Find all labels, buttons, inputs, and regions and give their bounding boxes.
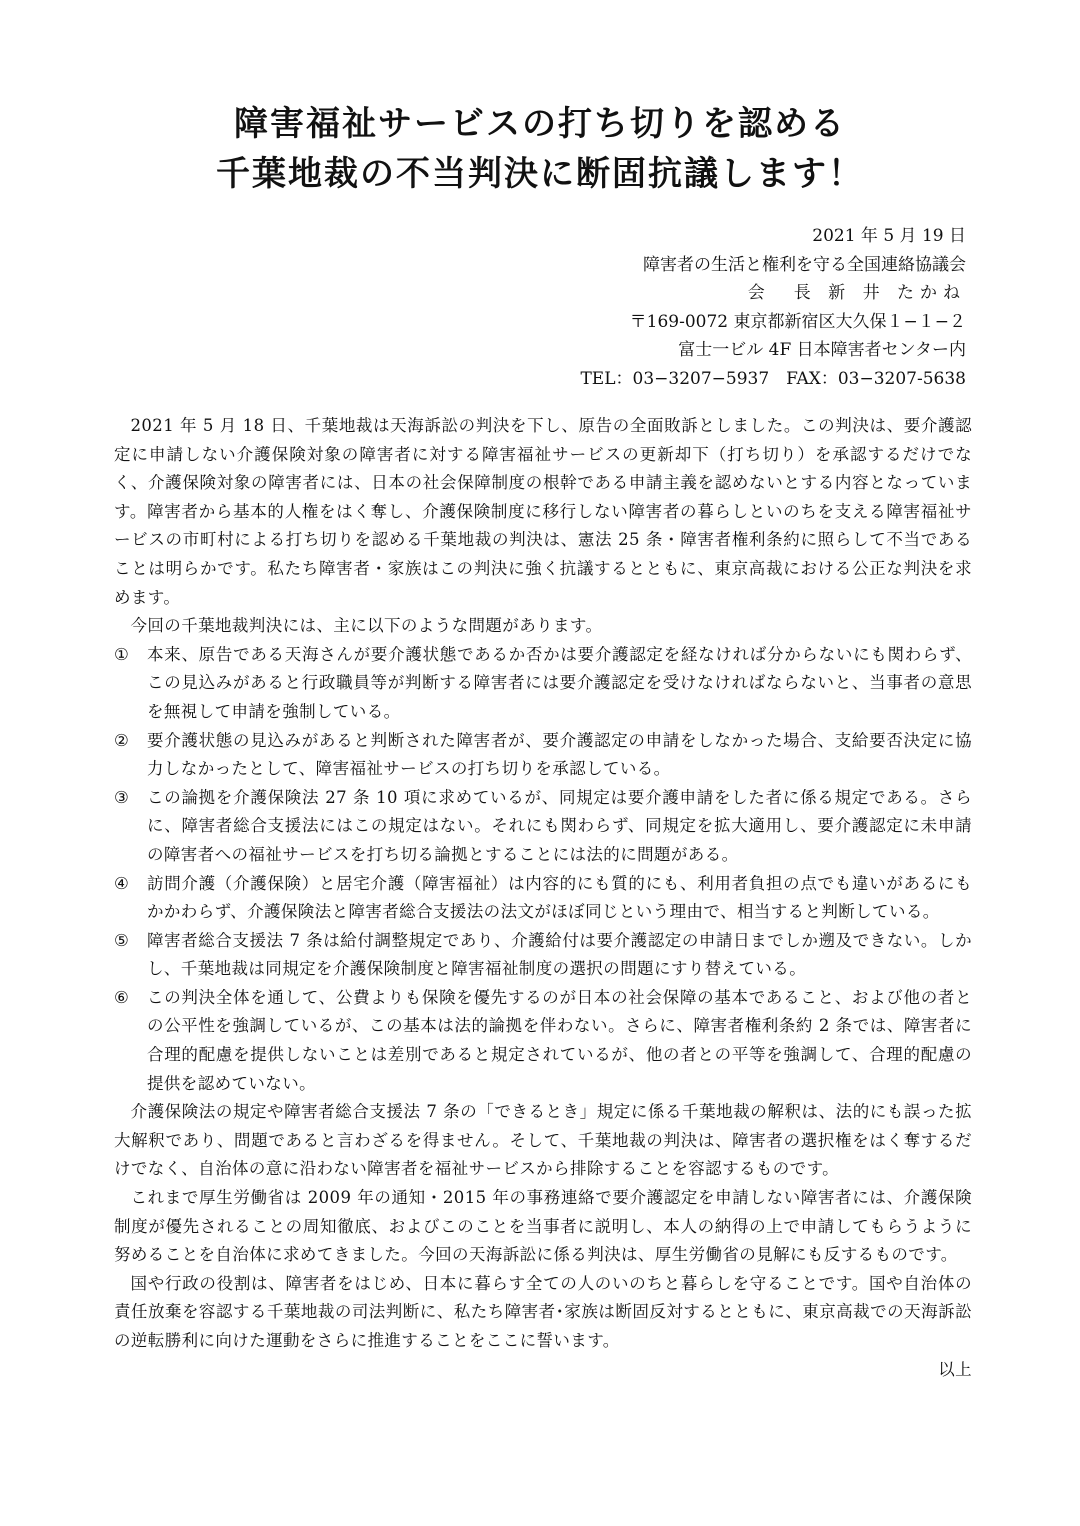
problem-list — [114, 641, 972, 1099]
address-line-1: 〒169-0072 東京都新宿区大久保１−１−２ — [629, 311, 966, 332]
title-line-2: 千葉地裁の不当判決に断固抗議します！ — [216, 154, 864, 194]
organization-name: 障害者の生活と権利を守る全国連絡協議会 — [643, 254, 966, 275]
address-line-2: 富士一ビル 4F 日本障害者センター内 — [678, 340, 966, 360]
problem-item — [114, 784, 972, 870]
problem-item — [114, 641, 972, 727]
problem-item — [114, 984, 972, 1098]
problem-item — [114, 727, 972, 784]
paragraph-pledge: 国や行政の役割は、障害者をはじめ、日本に暮らす全ての人のいのちと暮らしを守ることです。国や自治体の責任放棄を容認する千葉地裁の司法判断に、私たち障害者･家族は断固反対するとともに、東京高裁での天海訴訟の逆転勝利に向けた運動をさらに推進することをここに誓います。 — [114, 1273, 972, 1350]
item-number: ② — [114, 730, 130, 750]
problem-item — [114, 870, 972, 927]
item-number: ④ — [114, 873, 130, 893]
contact-line: TEL：03−3207−5937 FAX：03−3207-5638 — [580, 368, 966, 389]
sender-block — [580, 222, 966, 393]
item-number: ⑥ — [114, 987, 130, 1007]
item-text: 障害者総合支援法 7 条は給付調整規定であり、介護給付は要介護認定の申請日までしか遡及できない。しかし、千葉地裁は同規定を介護保険制度と障害福祉制度の選択の問題にすり替えている。 — [147, 930, 972, 979]
intro-paragraph: 2021 年 5 月 18 日、千葉地裁は天海訴訟の判決を下し、原告の全面敗訴としました。この判決は、要介護認定に申請しない介護保険対象の障害者に対する障害福祉サービスの更新却下（打ち切り）を承認するだけでなく、介護保険対象の障害者には、日本の社会保障制度の根幹である申請主義を認めないとする内容となっています。障害者から基本的人権をはく奪し、介護保険制度に移行しない障害者の暮らしといのちを支える障害福祉サービスの市町村による打ち切りを認める千葉地裁の判決は、憲法 25 条・障害者権利条約に照らして不当であることは明らかです。私たち障害者・家族はこの判決に強く抗議するとともに、東京高裁における公正な判決を求めます。 — [114, 416, 972, 607]
item-text: 要介護状態の見込みがあると判断された障害者が、要介護認定の申請をしなかった場合、支給要否決定に協力しなかったとして、障害福祉サービスの打ち切りを承認している。 — [147, 730, 972, 779]
item-number: ③ — [114, 787, 130, 807]
item-text: 訪問介護（介護保険）と居宅介護（障害福祉）は内容的にも質的にも、利用者負担の点でも違いがあるにもかかわらず、介護保険法と障害者総合支援法の法文がほぼ同じという理由で、相当すると判断している。 — [147, 873, 972, 922]
item-number: ⑤ — [114, 930, 130, 950]
item-number: ① — [114, 644, 130, 664]
paragraph-interpretation: 介護保険法の規定や障害者総合支援法 7 条の「できるとき」規定に係る千葉地裁の解釈は、法的にも誤った拡大解釈であり、問題であると言わざるを得ません。そして、千葉地裁の判決は、障害者の選択権をはく奪するだけでなく、自治体の意に沿わない障害者を福祉サービスから排除することを容認するものです。 — [114, 1102, 972, 1179]
problem-item — [114, 927, 972, 984]
issue-date: 2021 年 5 月 19 日 — [812, 226, 966, 246]
item-text: この判決全体を通して、公費よりも保険を優先するのが日本の社会保障の基本であること、および他の者との公平性を強調しているが、この基本は法的論拠を伴わない。さらに、障害者権利条約 2 条では、障害者に合理的配慮を提供しないことは差別であると規定されているが、他の者との平等を強調して、合理的配慮の提供を認めていない。 — [147, 987, 972, 1093]
item-text: この論拠を介護保険法 27 条 10 項に求めているが、同規定は要介護申請をした者に係る規定である。さらに、障害者総合支援法にはこの規定はない。それにも関わらず、同規定を拡大適用し、要介護認定に未申請の障害者への福祉サービスを打ち切る論拠とすることには法的に問題がある。 — [147, 787, 972, 864]
statement-body — [114, 412, 972, 1384]
problems-lead: 今回の千葉地裁判決には、主に以下のような問題があります。 — [130, 616, 603, 636]
paragraph-ministry: これまで厚生労働省は 2009 年の通知・2015 年の事務連絡で要介護認定を申請しない障害者には、介護保険制度が優先されることの周知徹底、およびこのことを当事者に説明し、本人の納得の上で申請してもらうように努めることを自治体に求めてきました。今回の天海訴訟に係る判決は、厚生労働省の見解にも反するものです。 — [114, 1188, 972, 1265]
president-name: 会 長 新 井 たかね — [747, 283, 966, 303]
item-text: 本来、原告である天海さんが要介護状態であるか否かは要介護認定を経なければ分からないにも関わらず、この見込みがあると行政職員等が判断する障害者には要介護認定を受けなければならないと、当事者の意思を無視して申請を強制している。 — [147, 644, 972, 721]
title-line-1: 障害福祉サービスの打ち切りを認める — [234, 104, 846, 144]
closing-mark: 以上 — [938, 1359, 972, 1379]
